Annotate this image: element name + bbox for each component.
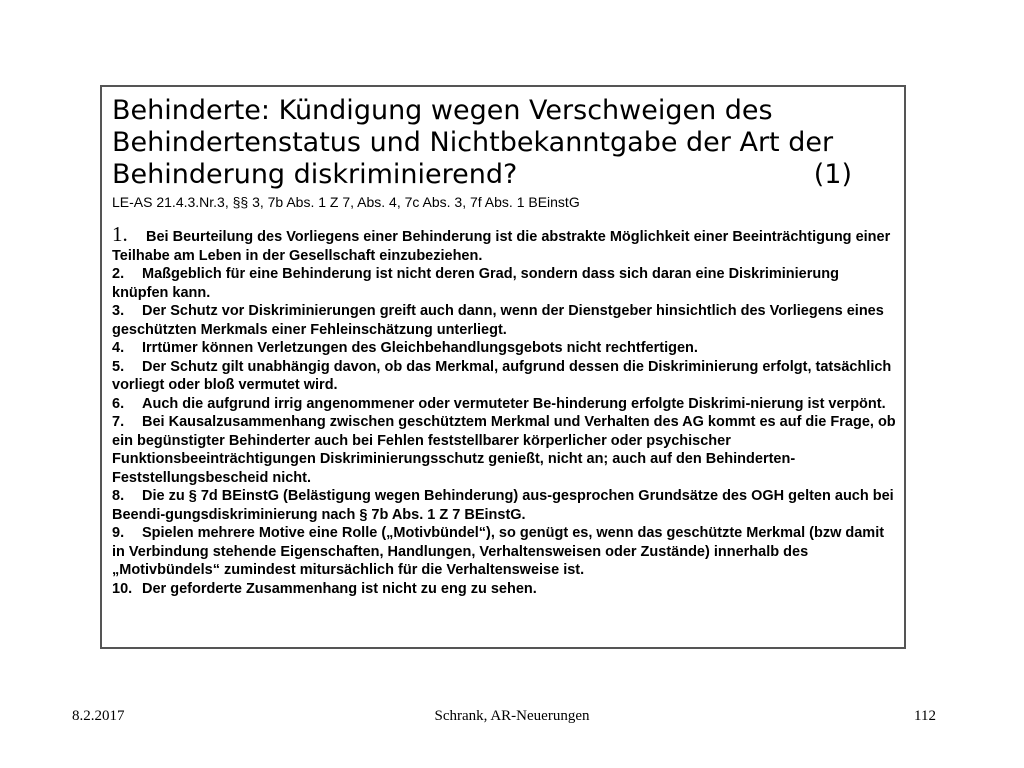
- list-item: [112, 302, 896, 339]
- list-item: [112, 413, 896, 487]
- principles-list: [112, 222, 896, 598]
- footer-page-number: 112: [914, 708, 936, 724]
- title-line-2: Behindertenstatus und Nichtbekanntgabe der Art der: [112, 127, 834, 158]
- title-line-1: Behinderte: Kündigung wegen Verschweigen des: [112, 95, 773, 126]
- list-item: [112, 395, 896, 414]
- item-text: Bei Kausalzusammenhang zwischen geschütztem Merkmal und Verhalten des AG kommt es auf die Frage, ob ein begünstigter Behinderter auch bei Fehlen feststellbarer körperlicher oder psychischer Funktionsbeeinträchtigungen Diskriminierungsschutz genießt, nicht an; auch auf den Behinderten-Feststellungsbescheid nicht.: [112, 414, 896, 486]
- item-number: 7.: [112, 414, 125, 430]
- item-text: Bei Beurteilung des Vorliegens einer Behinderung ist die abstrakte Möglichkeit einer Beeinträchtigung einer Teilhabe am Leben in der Gesellschaft einzubeziehen.: [112, 229, 891, 264]
- item-text: Maßgeblich für eine Behinderung ist nicht deren Grad, sondern dass sich daran eine Diskriminierung knüpfen kann.: [112, 266, 839, 301]
- item-number: 8.: [112, 488, 125, 504]
- item-number: 10.: [112, 580, 133, 597]
- item-number: 5.: [112, 358, 125, 375]
- item-text: Der geforderte Zusammenhang ist nicht zu eng zu sehen.: [142, 580, 537, 597]
- item-text: Der Schutz vor Diskriminierungen greift auch dann, wenn der Dienstgeber hinsichtlich des Vorliegens eines geschützten Merkmals einer Fehleinschätzung unterliegt.: [112, 303, 884, 338]
- footer-author: Schrank, AR-Neuerungen: [434, 708, 590, 724]
- list-item: [112, 487, 896, 524]
- item-number: 9.: [112, 525, 125, 541]
- item-text: Die zu § 7d BEinstG (Belästigung wegen Behinderung) aus-gesprochen Grundsätze des OGH gelten auch bei Beendi-gungsdiskriminierung nach § 7b Abs. 1 Z 7 BEinstG.: [112, 488, 894, 523]
- item-text: Auch die aufgrund irrig angenommener oder vermuteter Be-hinderung erfolgte Diskrimi-nierung ist verpönt.: [142, 395, 886, 412]
- slide-title: [112, 95, 896, 191]
- list-item: [112, 222, 896, 265]
- item-number: 1.: [112, 222, 128, 246]
- legal-reference: LE-AS 21.4.3.Nr.3, §§ 3, 7b Abs. 1 Z 7, Abs. 4, 7c Abs. 3, 7f Abs. 1 BEinstG: [112, 194, 580, 210]
- title-line-3: [112, 159, 896, 191]
- item-number: 3.: [112, 303, 125, 319]
- list-item: [112, 580, 896, 599]
- list-item: [112, 524, 896, 580]
- list-item: [112, 265, 896, 302]
- footer-date: 8.2.2017: [72, 708, 125, 724]
- item-text: Irrtümer können Verletzungen des Gleichbehandlungsgebots nicht rechtfertigen.: [142, 340, 698, 356]
- item-number: 2.: [112, 266, 125, 282]
- slide-content-box: [100, 85, 906, 649]
- item-number: 6.: [112, 395, 125, 412]
- list-item: [112, 358, 896, 395]
- list-item: [112, 339, 896, 358]
- title-line-3-text: Behinderung diskriminierend?: [112, 159, 518, 190]
- item-text: Der Schutz gilt unabhängig davon, ob das Merkmal, aufgrund dessen die Diskriminierung erfolgt, tatsächlich vorliegt oder bloß vermutet wird.: [112, 358, 892, 393]
- item-text: Spielen mehrere Motive eine Rolle („Motivbündel“), so genügt es, wenn das geschützte Merkmal (bzw damit in Verbindung stehende Eigenschaften, Handlungen, Verhaltensweisen oder Zustände) innerhalb des „Motivbündels“ zumindest mitursächlich für die Verhaltensweise ist.: [112, 525, 885, 578]
- item-number: 4.: [112, 340, 125, 356]
- title-part-number: (1): [813, 159, 852, 190]
